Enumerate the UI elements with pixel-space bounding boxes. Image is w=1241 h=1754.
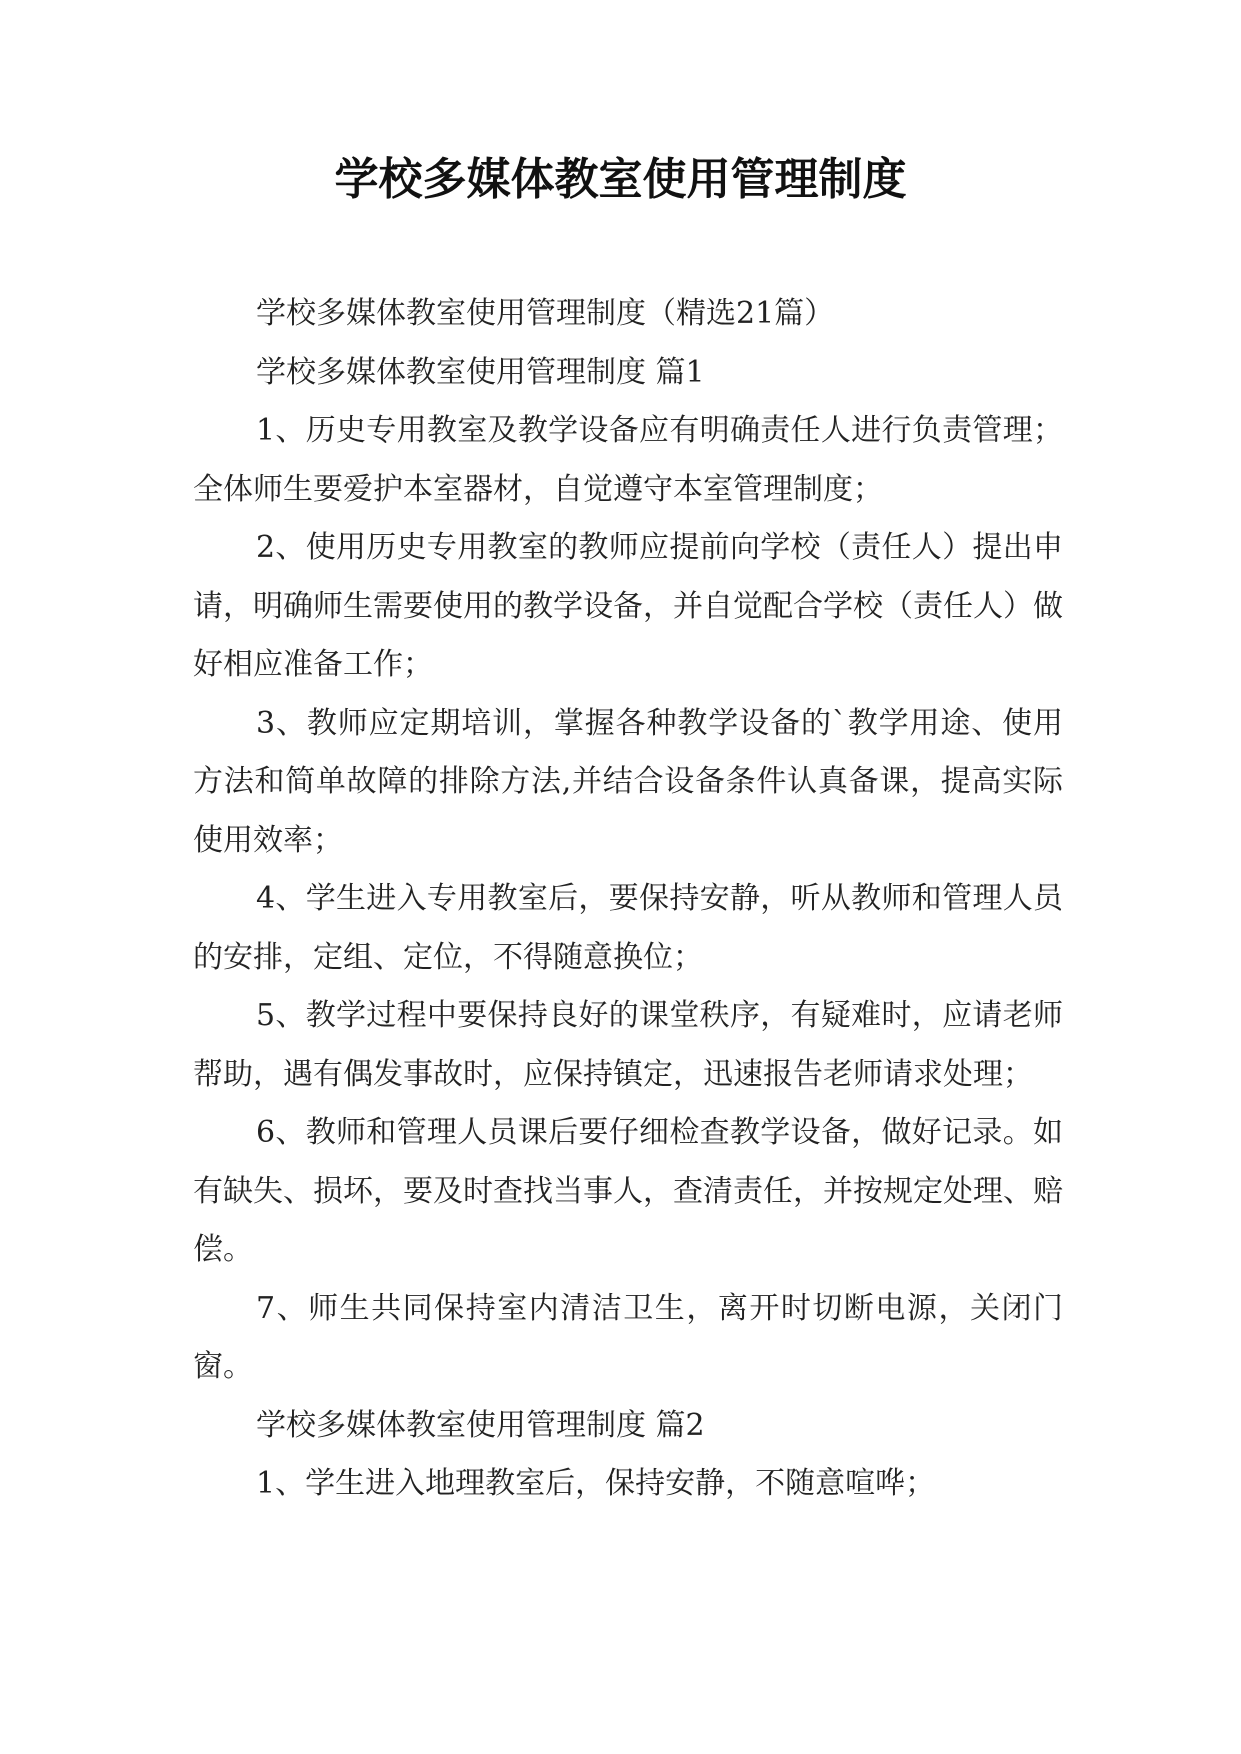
- rule-paragraph: 7、师生共同保持室内清洁卫生，离开时切断电源，关闭门窗。: [193, 1290, 1063, 1384]
- document-body: [193, 285, 1063, 1514]
- subtitle-line: 学校多媒体教室使用管理制度（精选21篇）: [256, 296, 835, 331]
- rule-paragraph: 2、使用历史专用教室的教师应提前向学校（责任人）提出申请，明确师生需要使用的教学设备，并自觉配合学校（责任人）做好相应准备工作；: [193, 530, 1063, 682]
- rule-paragraph: 4、学生进入专用教室后，要保持安静，听从教师和管理人员的安排，定组、定位，不得随意换位；: [193, 881, 1063, 975]
- rule-paragraph: 1、历史专用教室及教学设备应有明确责任人进行负责管理；全体师生要爱护本室器材，自觉遵守本室管理制度；: [193, 413, 1063, 507]
- document-title: 学校多媒体教室使用管理制度: [334, 154, 907, 205]
- section-heading-1: 学校多媒体教室使用管理制度 篇1: [256, 354, 705, 390]
- rule-paragraph: 5、教学过程中要保持良好的课堂秩序，有疑难时，应请老师帮助，遇有偶发事故时，应保持镇定，迅速报告老师请求处理；: [193, 998, 1063, 1092]
- rule-paragraph: 6、教师和管理人员课后要仔细检查教学设备，做好记录。如有缺失、损坏，要及时查找当事人，查清责任，并按规定处理、赔偿。: [193, 1115, 1063, 1267]
- section-heading-2: 学校多媒体教室使用管理制度 篇2: [256, 1407, 705, 1443]
- rule-paragraph: 3、教师应定期培训，掌握各种教学设备的`教学用途、使用方法和简单故障的排除方法,并结合设备条件认真备课，提高实际使用效率；: [193, 705, 1063, 858]
- rule-paragraph: 1、学生进入地理教室后，保持安静，不随意喧哗；: [256, 1466, 936, 1501]
